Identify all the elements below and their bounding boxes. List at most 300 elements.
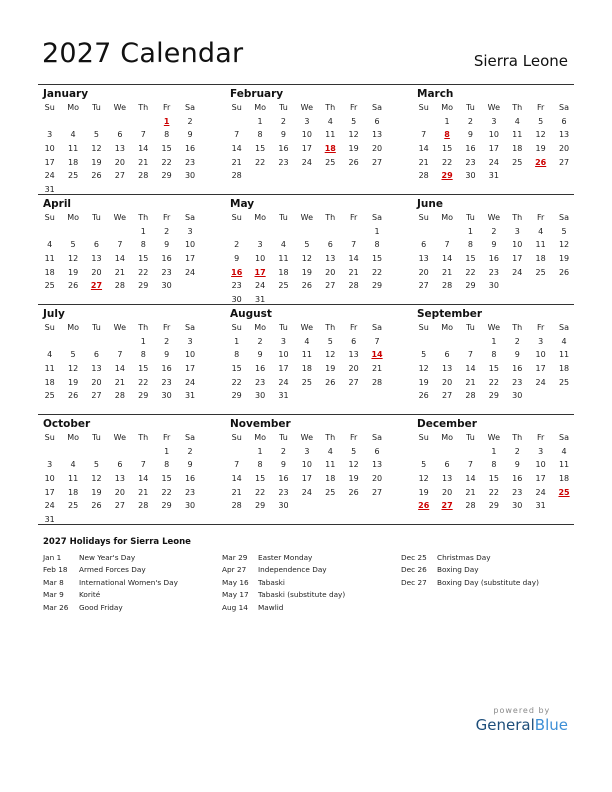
- month-name: March: [417, 88, 454, 100]
- month-name: February: [230, 88, 284, 100]
- day-cell: 1: [163, 116, 170, 126]
- day-cell: 5: [70, 240, 76, 250]
- day-cell: 10: [535, 460, 546, 470]
- weekday-header: Th: [138, 213, 149, 222]
- day-cell: 29: [441, 171, 453, 181]
- day-cell: 3: [187, 226, 193, 236]
- quarter-row: [38, 304, 574, 414]
- weekday-header: Su: [44, 103, 55, 112]
- day-cell: 27: [114, 501, 125, 511]
- day-cell: 30: [512, 391, 523, 401]
- day-cell: 3: [538, 446, 544, 456]
- day-cell: 21: [371, 364, 383, 374]
- weekday-header: Th: [325, 433, 336, 442]
- day-cell: 5: [93, 130, 100, 140]
- empty-cell: [108, 115, 131, 129]
- day-cell: 28: [114, 391, 125, 401]
- day-cell: 25: [558, 377, 570, 387]
- empty-cell: [132, 445, 155, 459]
- day-cell: 19: [348, 474, 359, 484]
- day-cell: 25: [67, 501, 79, 511]
- day-cell: 27: [558, 157, 570, 167]
- weekday-header: Tu: [92, 323, 101, 332]
- day-cell: 15: [488, 474, 499, 484]
- holiday-item: [222, 564, 345, 576]
- day-cell: 7: [351, 240, 357, 250]
- day-grid: [412, 321, 576, 403]
- day-cell: 12: [67, 254, 79, 264]
- day-cell: 11: [558, 460, 570, 470]
- weekday-header: We: [300, 433, 314, 442]
- holiday-item: [401, 552, 539, 564]
- day-cell: 12: [301, 254, 312, 264]
- day-cell: 17: [184, 364, 196, 374]
- weekday-header: Mo: [441, 103, 453, 112]
- day-cell: 29: [138, 391, 149, 401]
- day-cell: 1: [164, 446, 170, 456]
- weekday-header: Tu: [279, 433, 288, 442]
- day-cell: 10: [254, 254, 266, 264]
- holiday-date: May 17: [222, 590, 249, 600]
- weekday-header: Tu: [92, 433, 101, 442]
- day-cell: 6: [117, 130, 123, 140]
- holiday-item: [222, 552, 345, 564]
- day-cell: 17: [278, 364, 289, 374]
- day-cell: 30: [488, 281, 499, 291]
- day-cell: 6: [444, 350, 450, 360]
- day-cell: 21: [114, 267, 125, 277]
- day-cell: 24: [44, 501, 55, 511]
- day-cell: 21: [138, 487, 149, 497]
- weekday-header: Su: [44, 323, 55, 332]
- day-cell: 29: [465, 281, 476, 291]
- day-cell: 1: [467, 226, 474, 236]
- day-cell: 13: [441, 474, 453, 484]
- day-cell: 14: [348, 254, 359, 264]
- day-cell: 24: [278, 377, 289, 387]
- day-cell: 24: [535, 487, 546, 497]
- day-cell: 15: [161, 144, 172, 154]
- day-cell: 6: [93, 350, 100, 360]
- day-cell: 15: [138, 364, 149, 374]
- quarter-row: [38, 414, 574, 524]
- day-cell: 14: [465, 364, 476, 374]
- day-cell: 7: [117, 240, 123, 250]
- day-cell: 18: [44, 267, 55, 277]
- holiday-date: Dec 27: [401, 577, 427, 587]
- weekday-header: Mo: [254, 103, 266, 112]
- weekday-header: We: [113, 433, 127, 442]
- month-august: [225, 307, 389, 403]
- day-cell: 30: [161, 281, 172, 291]
- day-cell: 25: [512, 157, 523, 167]
- day-cell: 2: [187, 446, 193, 456]
- day-cell: 13: [325, 254, 336, 264]
- day-cell: 20: [348, 364, 359, 374]
- powered-by-text: powered by: [493, 706, 551, 715]
- day-cell: 20: [91, 377, 102, 387]
- day-cell: 9: [514, 460, 520, 470]
- day-cell: 14: [114, 364, 125, 374]
- day-cell: 9: [257, 350, 263, 360]
- day-cell: 20: [114, 487, 125, 497]
- day-cell: 13: [114, 144, 125, 154]
- page-title: 2027 Calendar: [42, 38, 244, 69]
- holiday-name: Tabaski: [258, 577, 285, 587]
- day-cell: 3: [280, 336, 287, 346]
- day-cell: 9: [280, 460, 287, 470]
- empty-cell: [435, 335, 458, 349]
- day-cell: 9: [467, 130, 474, 140]
- day-cell: 1: [140, 226, 146, 236]
- day-cell: 10: [535, 350, 546, 360]
- day-cell: 2: [280, 116, 287, 126]
- empty-cell: [38, 115, 61, 129]
- day-cell: 20: [441, 377, 453, 387]
- day-cell: 2: [164, 226, 170, 236]
- weekday-header: Mo: [254, 323, 266, 332]
- day-grid: [225, 321, 389, 403]
- day-cell: 28: [465, 391, 476, 401]
- day-cell: 4: [70, 130, 76, 140]
- day-cell: 28: [114, 281, 125, 291]
- day-cell: 4: [327, 446, 333, 456]
- day-cell: 24: [44, 171, 55, 181]
- weekday-header: Sa: [559, 213, 570, 222]
- empty-cell: [61, 335, 84, 349]
- day-cell: 26: [325, 377, 336, 387]
- day-cell: 7: [467, 460, 474, 470]
- holiday-date: Jan 1: [43, 553, 62, 562]
- day-cell: 5: [327, 336, 333, 346]
- day-cell: 11: [301, 350, 312, 360]
- weekday-header: Tu: [92, 103, 101, 112]
- weekday-header: Th: [512, 213, 523, 222]
- day-cell: 16: [254, 364, 266, 374]
- day-cell: 23: [278, 487, 289, 497]
- day-cell: 7: [444, 240, 450, 250]
- day-cell: 17: [301, 474, 312, 484]
- day-cell: 3: [187, 336, 193, 346]
- day-cell: 31: [278, 391, 289, 401]
- month-february: [225, 87, 389, 183]
- day-cell: 15: [138, 254, 149, 264]
- day-cell: 5: [93, 460, 100, 470]
- day-cell: 8: [257, 130, 263, 140]
- day-cell: 4: [514, 116, 520, 126]
- day-cell: 22: [254, 487, 266, 497]
- day-cell: 27: [371, 487, 383, 497]
- weekday-header: Su: [231, 213, 242, 222]
- weekday-header: Sa: [372, 103, 383, 112]
- holiday-name: Christmas Day: [437, 553, 491, 562]
- day-cell: 11: [44, 254, 55, 264]
- day-cell: 16: [161, 364, 172, 374]
- month-may: [225, 197, 389, 307]
- empty-cell: [38, 445, 61, 459]
- holiday-date: Dec 25: [401, 553, 427, 562]
- day-cell: 1: [257, 446, 263, 456]
- day-cell: 27: [114, 171, 125, 181]
- day-cell: 30: [184, 171, 196, 181]
- calendar-months: [38, 84, 574, 525]
- day-cell: 19: [558, 254, 570, 264]
- empty-cell: [342, 225, 365, 239]
- day-cell: 23: [254, 377, 266, 387]
- brand-logo: [476, 706, 568, 734]
- weekday-header: We: [113, 103, 127, 112]
- holiday-item: [222, 577, 345, 589]
- holiday-item: [43, 552, 178, 564]
- day-cell: 21: [348, 267, 359, 277]
- empty-cell: [38, 225, 61, 239]
- day-cell: 10: [278, 350, 289, 360]
- day-cell: 11: [67, 474, 79, 484]
- day-cell: 16: [465, 144, 476, 154]
- day-cell: 17: [184, 254, 196, 264]
- day-cell: 15: [254, 144, 266, 154]
- empty-cell: [85, 445, 108, 459]
- day-cell: 12: [535, 130, 546, 140]
- weekday-header: We: [487, 213, 501, 222]
- day-cell: 2: [187, 116, 193, 126]
- day-cell: 28: [348, 281, 359, 291]
- day-cell: 15: [488, 364, 499, 374]
- weekday-header: Fr: [349, 323, 358, 332]
- weekday-header: Sa: [559, 103, 570, 112]
- month-name: December: [417, 418, 477, 430]
- weekday-header: Th: [512, 103, 523, 112]
- month-september: [412, 307, 576, 403]
- day-cell: 29: [161, 171, 172, 181]
- day-cell: 4: [561, 336, 567, 346]
- holiday-name: Boxing Day: [437, 565, 479, 575]
- holiday-name: International Women's Day: [79, 577, 178, 587]
- weekday-header: We: [113, 323, 127, 332]
- day-cell: 3: [538, 336, 544, 346]
- month-december: [412, 417, 576, 513]
- weekday-header: Th: [325, 323, 336, 332]
- day-cell: 1: [234, 336, 240, 346]
- day-cell: 17: [301, 144, 312, 154]
- weekday-header: Mo: [67, 323, 79, 332]
- month-june: [412, 197, 576, 293]
- month-name: June: [417, 198, 443, 210]
- weekday-header: Mo: [254, 433, 266, 442]
- day-grid: [225, 431, 389, 513]
- day-cell: 26: [348, 157, 359, 167]
- day-cell: 25: [325, 157, 336, 167]
- day-cell: 31: [535, 501, 546, 511]
- weekday-header: Th: [325, 103, 336, 112]
- empty-cell: [272, 225, 295, 239]
- weekday-header: Sa: [372, 323, 383, 332]
- month-name: July: [43, 308, 65, 320]
- day-cell: 20: [558, 144, 570, 154]
- day-cell: 17: [535, 364, 546, 374]
- empty-cell: [85, 225, 108, 239]
- day-cell: 17: [44, 487, 55, 497]
- empty-cell: [225, 225, 248, 239]
- day-cell: 16: [161, 254, 172, 264]
- empty-cell: [459, 335, 482, 349]
- day-cell: 8: [467, 240, 474, 250]
- day-cell: 8: [257, 460, 263, 470]
- weekday-header: Mo: [254, 213, 266, 222]
- day-cell: 15: [161, 474, 172, 484]
- weekday-header: Sa: [559, 323, 570, 332]
- day-cell: 25: [558, 487, 570, 497]
- empty-cell: [61, 115, 84, 129]
- month-march: [412, 87, 576, 183]
- day-cell: 2: [467, 116, 474, 126]
- empty-cell: [295, 225, 318, 239]
- day-cell: 24: [184, 377, 196, 387]
- day-cell: 23: [488, 267, 499, 277]
- day-cell: 18: [535, 254, 546, 264]
- day-cell: 5: [421, 460, 427, 470]
- day-cell: 11: [558, 350, 570, 360]
- day-cell: 11: [512, 130, 523, 140]
- day-cell: 30: [231, 295, 242, 305]
- day-cell: 22: [254, 157, 266, 167]
- holiday-name: New Year's Day: [79, 553, 136, 562]
- day-cell: 8: [491, 460, 497, 470]
- weekday-header: Fr: [536, 103, 545, 112]
- day-cell: 14: [138, 474, 149, 484]
- weekday-header: Mo: [441, 323, 453, 332]
- weekday-header: Tu: [279, 323, 288, 332]
- day-cell: 27: [348, 377, 359, 387]
- day-cell: 27: [418, 281, 429, 291]
- day-cell: 19: [67, 377, 79, 387]
- day-cell: 15: [465, 254, 476, 264]
- day-cell: 11: [278, 254, 289, 264]
- empty-cell: [435, 225, 458, 239]
- day-cell: 30: [254, 391, 266, 401]
- day-cell: 27: [90, 281, 103, 291]
- day-cell: 12: [558, 240, 570, 250]
- day-cell: 25: [535, 267, 546, 277]
- day-cell: 7: [234, 460, 240, 470]
- day-cell: 12: [418, 364, 429, 374]
- holiday-name: Independence Day: [258, 565, 327, 575]
- weekday-header: Tu: [466, 433, 475, 442]
- day-grid: [225, 101, 389, 183]
- day-cell: 18: [325, 474, 336, 484]
- day-cell: 18: [278, 267, 289, 277]
- day-cell: 5: [538, 116, 544, 126]
- weekday-header: Tu: [466, 323, 475, 332]
- day-cell: 14: [231, 144, 242, 154]
- day-cell: 18: [324, 144, 336, 154]
- empty-cell: [319, 225, 342, 239]
- day-cell: 23: [231, 281, 242, 291]
- day-cell: 24: [535, 377, 546, 387]
- holiday-item: [401, 564, 539, 576]
- day-cell: 21: [465, 487, 476, 497]
- day-cell: 17: [512, 254, 523, 264]
- day-cell: 10: [512, 240, 523, 250]
- day-grid: [225, 211, 389, 307]
- day-cell: 27: [371, 157, 383, 167]
- weekday-header: Sa: [185, 323, 196, 332]
- empty-cell: [435, 445, 458, 459]
- day-cell: 11: [325, 460, 336, 470]
- day-cell: 22: [161, 487, 172, 497]
- day-cell: 30: [465, 171, 476, 181]
- day-cell: 20: [91, 267, 102, 277]
- day-cell: 23: [161, 267, 172, 277]
- day-cell: 25: [278, 281, 289, 291]
- day-cell: 2: [280, 446, 287, 456]
- day-cell: 14: [465, 474, 476, 484]
- day-cell: 13: [114, 474, 125, 484]
- day-cell: 8: [140, 240, 146, 250]
- day-cell: 25: [67, 171, 79, 181]
- month-january: [38, 87, 202, 197]
- country-name: Sierra Leone: [473, 52, 568, 70]
- month-july: [38, 307, 202, 403]
- day-cell: 16: [488, 254, 499, 264]
- day-cell: 10: [301, 460, 312, 470]
- weekday-header: Sa: [559, 433, 570, 442]
- day-cell: 25: [301, 377, 312, 387]
- day-cell: 9: [164, 240, 170, 250]
- day-cell: 24: [184, 267, 196, 277]
- day-cell: 29: [488, 501, 499, 511]
- day-cell: 7: [467, 350, 474, 360]
- day-cell: 14: [371, 350, 383, 360]
- empty-cell: [38, 335, 61, 349]
- day-cell: 23: [512, 377, 523, 387]
- day-cell: 8: [140, 350, 146, 360]
- weekday-header: Mo: [67, 433, 79, 442]
- day-cell: 6: [561, 116, 567, 126]
- day-cell: 16: [184, 474, 196, 484]
- weekday-header: Su: [231, 433, 242, 442]
- empty-cell: [412, 335, 435, 349]
- day-cell: 11: [325, 130, 336, 140]
- day-cell: 2: [514, 446, 520, 456]
- day-cell: 22: [161, 157, 172, 167]
- holiday-date: Dec 26: [401, 565, 427, 575]
- weekday-header: Th: [512, 433, 523, 442]
- day-cell: 1: [374, 226, 380, 236]
- day-cell: 23: [465, 157, 476, 167]
- empty-cell: [248, 225, 271, 239]
- holiday-date: Apr 27: [222, 565, 247, 575]
- weekday-header: Sa: [372, 213, 383, 222]
- holiday-item: [43, 564, 178, 576]
- day-cell: 1: [491, 446, 497, 456]
- holiday-item: [401, 577, 539, 589]
- weekday-header: We: [487, 103, 501, 112]
- weekday-header: Su: [418, 433, 429, 442]
- day-cell: 4: [70, 460, 76, 470]
- empty-cell: [412, 115, 435, 129]
- day-cell: 18: [67, 487, 79, 497]
- weekday-header: Su: [44, 213, 55, 222]
- day-cell: 30: [512, 501, 523, 511]
- day-cell: 28: [231, 171, 242, 181]
- day-cell: 19: [301, 267, 312, 277]
- day-cell: 22: [231, 377, 242, 387]
- day-cell: 5: [304, 240, 310, 250]
- day-cell: 24: [488, 157, 499, 167]
- day-cell: 7: [421, 130, 427, 140]
- day-cell: 7: [140, 130, 146, 140]
